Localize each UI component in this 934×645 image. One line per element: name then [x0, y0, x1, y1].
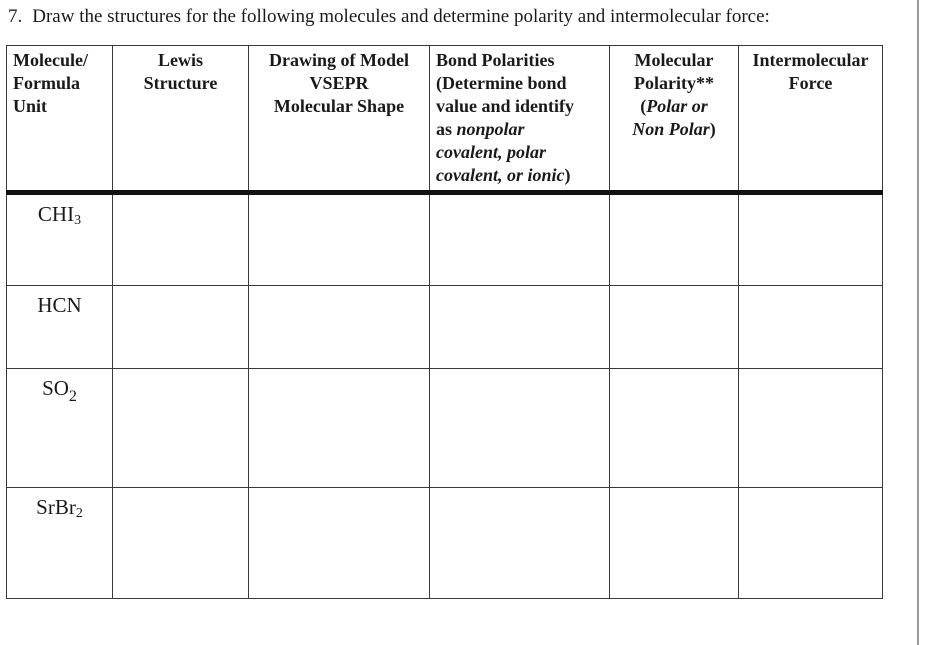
answer-cell-vsepr[interactable] [249, 286, 430, 369]
answer-cell-polarity[interactable] [610, 193, 739, 286]
page-edge-rule [917, 0, 919, 645]
answer-cell-lewis[interactable] [113, 193, 249, 286]
question-prompt [8, 6, 770, 28]
header-row [7, 46, 883, 193]
formula-cell: $SO_2$ [7, 369, 113, 488]
answer-cell-polarity[interactable] [610, 488, 739, 599]
header-intermolecular-force: Intermolecular Force [739, 46, 883, 193]
answer-cell-vsepr[interactable] [249, 369, 430, 488]
answer-cell-vsepr[interactable] [249, 488, 430, 599]
header-molecule: Molecule/ Formula Unit [7, 46, 113, 193]
answer-cell-lewis[interactable] [113, 286, 249, 369]
formula-cell: CHI3 [7, 193, 113, 286]
table-row [7, 369, 883, 488]
header-bond-polarities: Bond Polarities (Determine bond value and identify as nonpolar covalent, polar covalent, or ionic) [430, 46, 610, 193]
question-text: Draw the structures for the following molecules and determine polarity and intermolecular force: [32, 6, 770, 27]
header-molecular-polarity: Molecular Polarity** (Polar or Non Polar) [610, 46, 739, 193]
answer-cell-imf[interactable] [739, 488, 883, 599]
answer-cell-lewis[interactable] [113, 488, 249, 599]
table-row [7, 193, 883, 286]
answer-cell-lewis[interactable] [113, 369, 249, 488]
answer-cell-imf[interactable] [739, 286, 883, 369]
answer-cell-bond[interactable] [430, 488, 610, 599]
answer-cell-polarity[interactable] [610, 286, 739, 369]
question-number: 7. [8, 6, 23, 27]
formula-cell: SrBr2 [7, 488, 113, 599]
answer-cell-bond[interactable] [430, 369, 610, 488]
header-vsepr-shape: Drawing of Model VSEPR Molecular Shape [249, 46, 430, 193]
header-lewis-structure: Lewis Structure [113, 46, 249, 193]
answer-cell-imf[interactable] [739, 369, 883, 488]
worksheet-table [6, 45, 883, 599]
answer-cell-polarity[interactable] [610, 369, 739, 488]
answer-cell-bond[interactable] [430, 286, 610, 369]
table-row [7, 286, 883, 369]
answer-cell-imf[interactable] [739, 193, 883, 286]
answer-cell-vsepr[interactable] [249, 193, 430, 286]
answer-cell-bond[interactable] [430, 193, 610, 286]
table-row [7, 488, 883, 599]
formula-cell: HCN [7, 286, 113, 369]
